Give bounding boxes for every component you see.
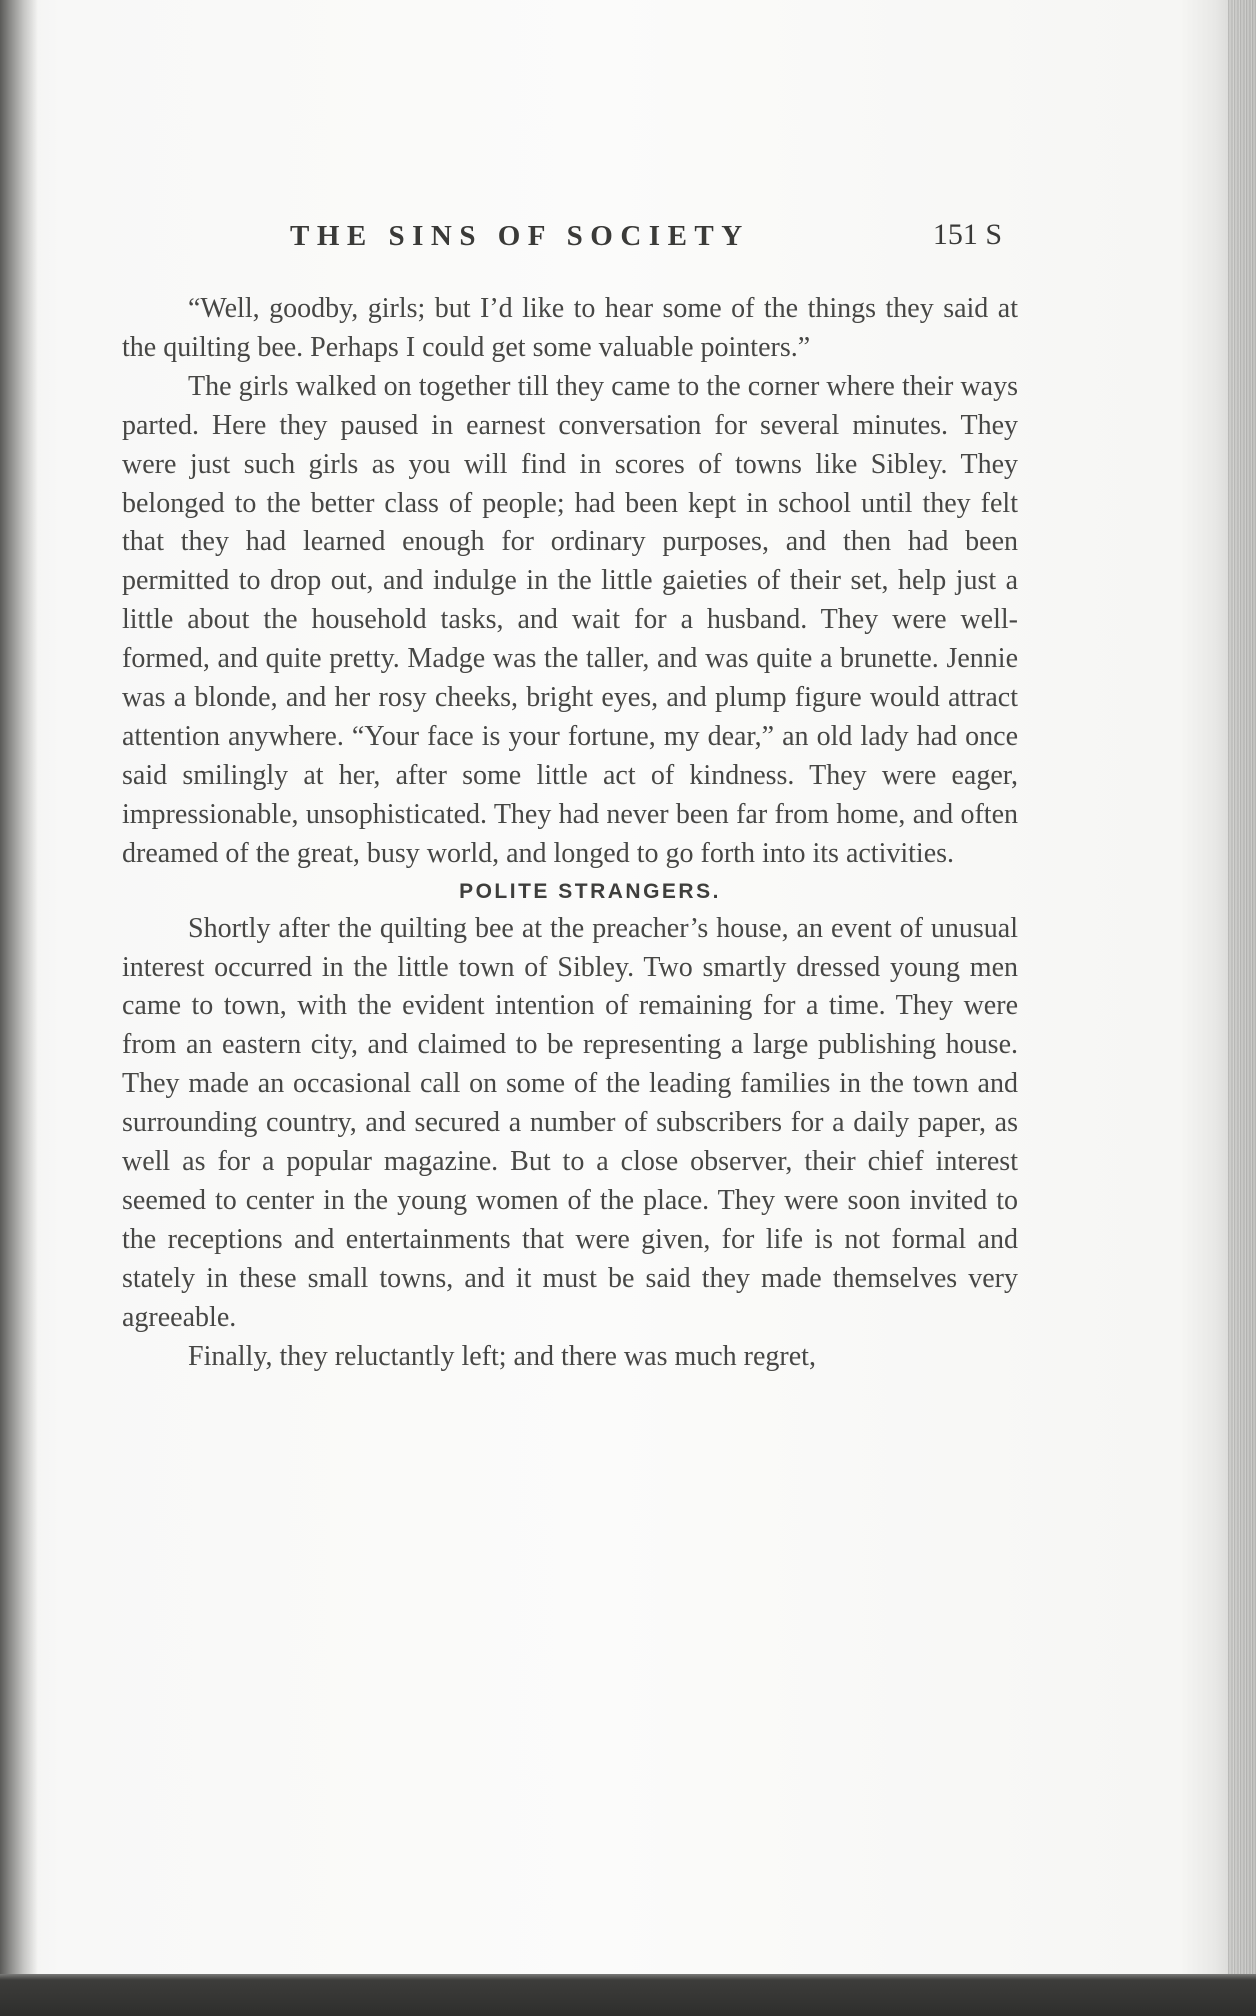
page-edges <box>1228 0 1256 2016</box>
paragraph-1: “Well, goodby, girls; but I’d like to hear some of the things they said at the quilting bee. Perhaps I could get some valuable pointers.” <box>122 293 1018 363</box>
body-text <box>122 290 1018 1376</box>
paragraph-2: The girls walked on together till they came to the corner where their ways parted. Here they paused in earnest conversation for several minutes. They were just such girls as you will find in scores of towns like Sibley. They belonged to the better class of people; had been kept in school until they felt that they had learned enough for ordinary purposes, and then had been permitted to drop out, and indulge in the little gaieties of their set, help just a little about the household tasks, and wait for a husband. They were well-formed, and quite pretty. Madge was the taller, and was quite a brunette. Jennie was a blonde, and her rosy cheeks, bright eyes, and plump figure would attract attention anywhere. “Your face is your fortune, my dear,” an old lady had once said smilingly at her, after some little act of kindness. They were eager, impressionable, unsophisticated. They had never been far from home, and often dreamed of the great, busy world, and longed to go forth into its activities. <box>122 370 1018 869</box>
binding-shadow <box>0 0 38 2016</box>
page-number: 151 S <box>932 218 1002 251</box>
running-title: THE SINS OF SOCIETY <box>290 220 750 252</box>
page-header <box>140 214 1010 264</box>
section-heading: POLITE STRANGERS. <box>459 879 721 903</box>
paragraph-3: Shortly after the quilting bee at the preacher’s house, an event of unusual interest occurred in the little town of Sibley. Two smartly dressed young men came to town, with the evident intention of remaining for a time. They were from an eastern city, and claimed to be representing a large publishing house. They made an occasional call on some of the leading families in the town and surrounding country, and secured a number of subscribers for a daily paper, as well as for a popular magazine. But to a close observer, their chief interest seemed to center in the young women of the place. They were soon invited to the receptions and entertainments that were given, for life is not formal and stately in these small towns, and it must be said they made themselves very agreeable. <box>122 912 1018 1333</box>
bottom-scan-band <box>0 1974 1256 2016</box>
paragraph-4: Finally, they reluctantly left; and there was much regret, <box>188 1340 816 1372</box>
